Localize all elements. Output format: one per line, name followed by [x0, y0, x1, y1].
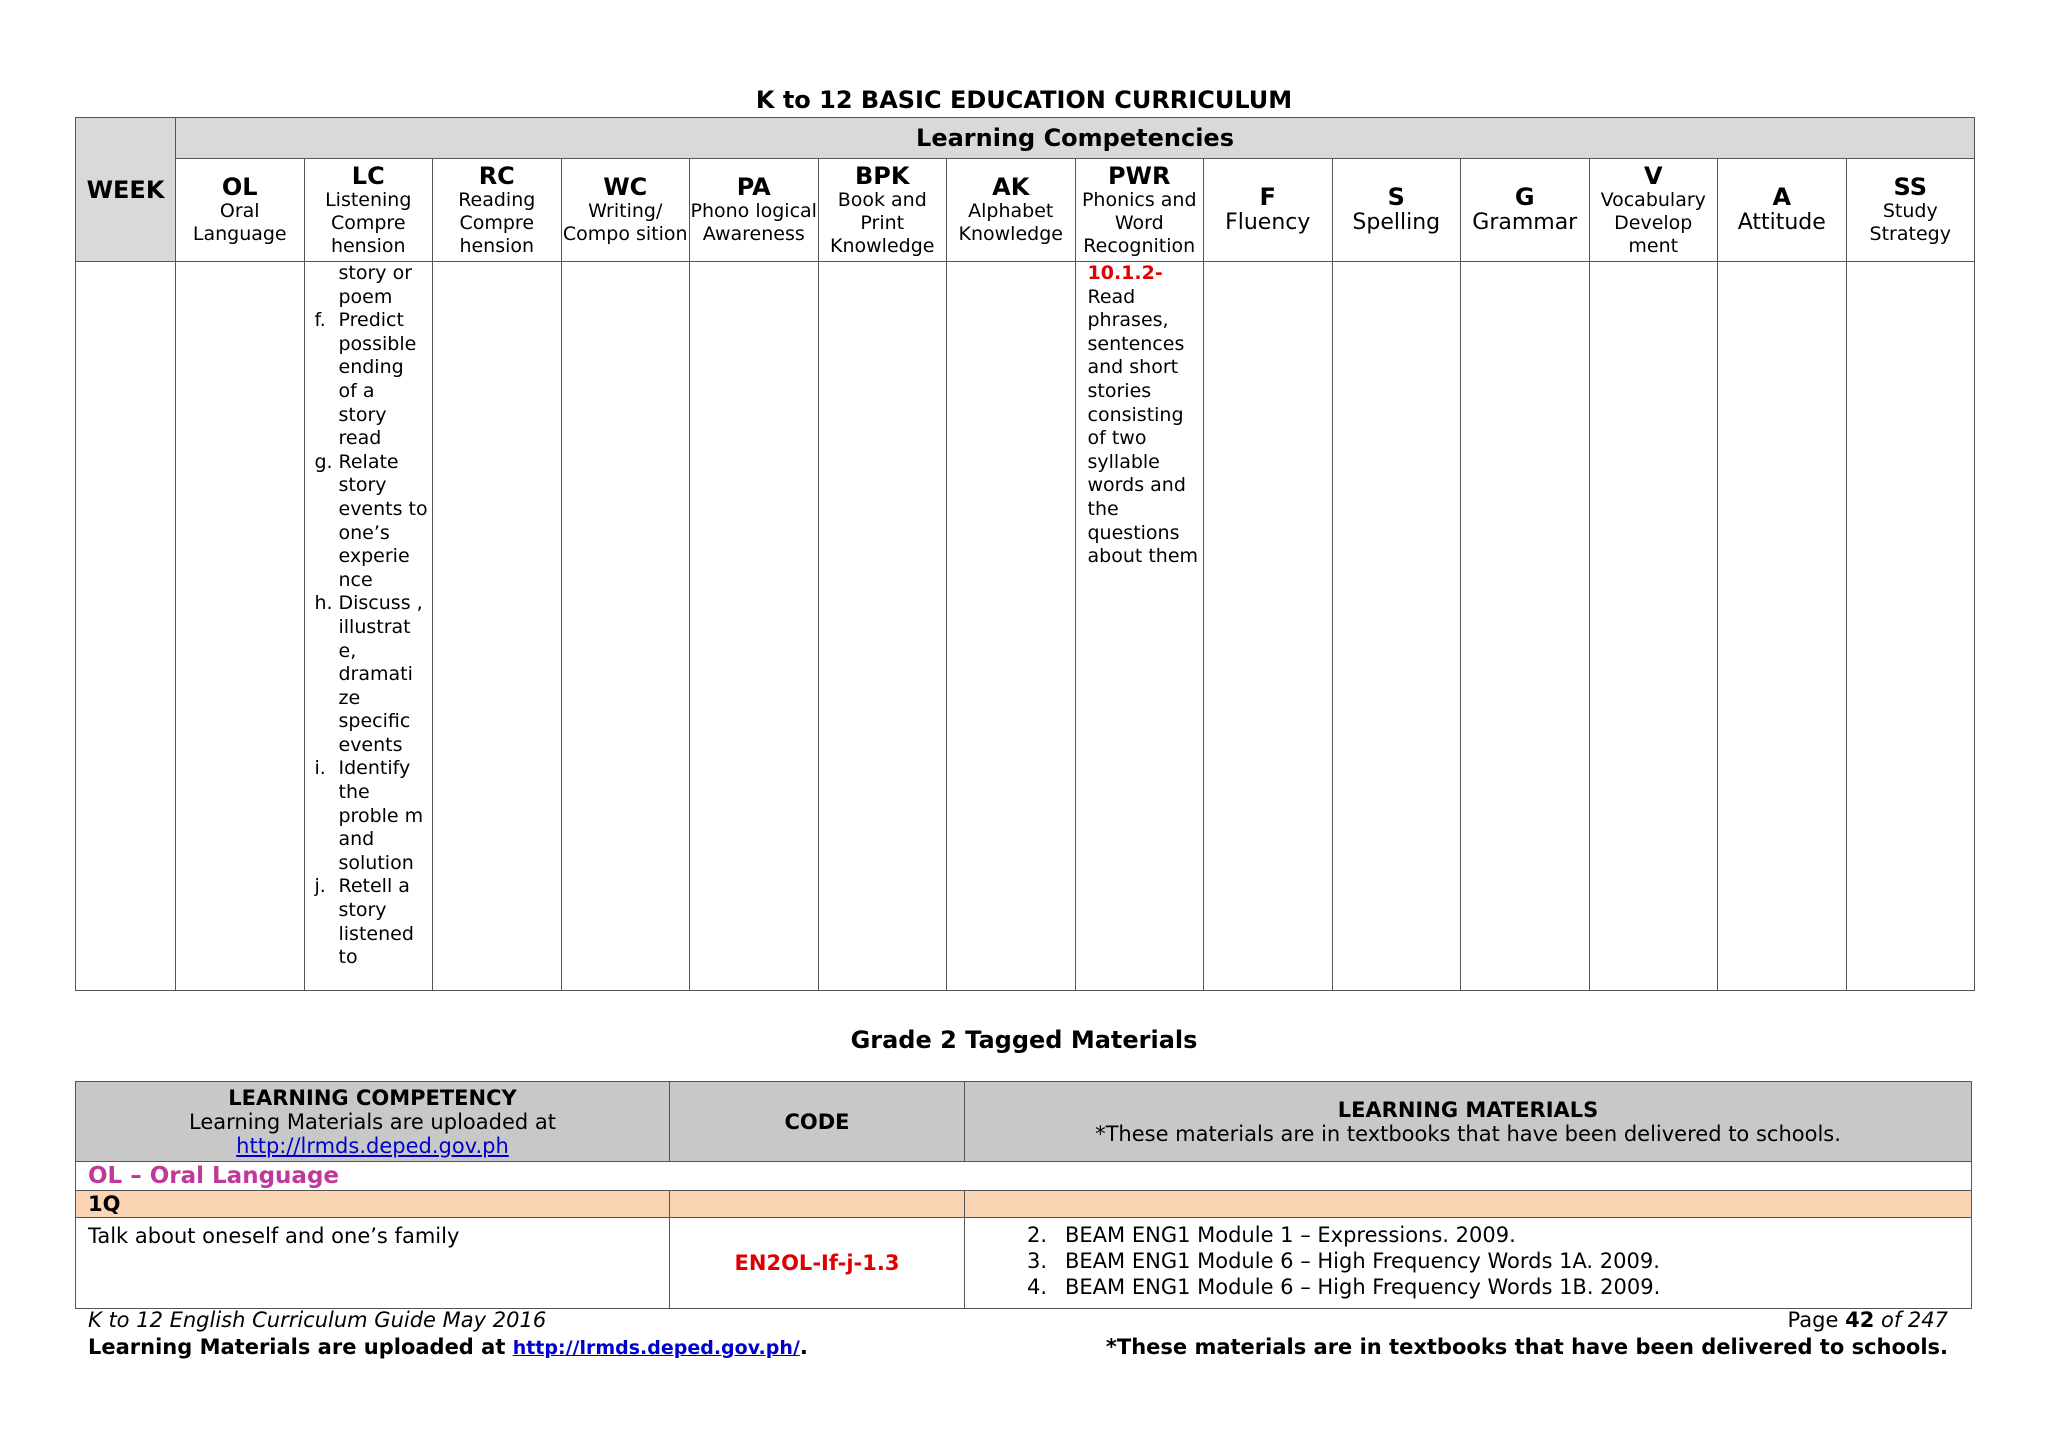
lc-item-marker: j.	[314, 875, 326, 898]
column-header-ss	[1846, 159, 1975, 262]
column-name: Phono logical Awareness	[690, 200, 817, 245]
lc-item-marker: f.	[314, 309, 326, 332]
material-text: BEAM ENG1 Module 6 – High Frequency Words 1A. 2009.	[1065, 1249, 1660, 1273]
ak-cell	[947, 262, 1076, 991]
column-header-bpk	[818, 159, 947, 262]
lc-item-text: Relate story events to one’s experie nce	[338, 450, 428, 591]
column-name: Phonics and Word Recognition	[1081, 188, 1197, 257]
column-header-wc	[561, 159, 690, 262]
column-header-ak	[947, 159, 1076, 262]
page-number: Page 42 of 247	[1787, 1308, 1948, 1332]
lrmds-link[interactable]: http://lrmds.deped.gov.ph	[236, 1133, 509, 1158]
column-name: Writing/ Compo sition	[562, 200, 688, 245]
material-text: BEAM ENG1 Module 1 – Expressions. 2009.	[1065, 1223, 1516, 1247]
column-header-v	[1589, 159, 1718, 262]
column-name: Study Strategy	[1869, 200, 1951, 245]
column-name: Grammar	[1472, 210, 1578, 235]
materials-delivered-note: *These materials are in textbooks that have been delivered to schools.	[1095, 1121, 1841, 1146]
lc-continuation: story or poem	[338, 262, 413, 308]
lc-item-marker: h.	[314, 592, 333, 615]
material-text: BEAM ENG1 Module 6 – High Frequency Words 1B. 2009.	[1065, 1275, 1661, 1299]
column-header-pwr	[1075, 159, 1204, 262]
ss-cell	[1846, 262, 1975, 991]
competency-header-row	[76, 159, 1975, 262]
material-number: 4.	[1026, 1275, 1047, 1299]
column-header-lc	[304, 159, 433, 262]
column-name: Attitude	[1737, 210, 1826, 235]
column-name: Book and Print Knowledge	[830, 188, 935, 257]
week-header: WEEK	[76, 118, 176, 262]
lc-item-marker: i.	[314, 757, 326, 780]
competency-column-header: LEARNING COMPETENCY Learning Materials are uploaded at http://lrmds.deped.gov.ph	[76, 1082, 670, 1162]
column-code: PWR	[1107, 161, 1171, 190]
pwr-cell	[1075, 262, 1204, 991]
lc-cell	[304, 262, 433, 991]
pwr-text: Read phrases, sentences and short stories consisting of two syllable words and the questions about them	[1087, 285, 1199, 568]
column-name: Fluency	[1225, 210, 1311, 235]
column-name: Reading Compre hension	[458, 188, 536, 257]
section-row	[76, 1162, 1972, 1191]
material-list	[965, 1218, 1971, 1300]
week-cell	[76, 262, 176, 991]
column-name: Oral Language	[192, 200, 287, 245]
lc-item-text: Predict possible ending of a story read	[338, 309, 417, 450]
lc-item-text: Retell a story listened to	[338, 875, 414, 969]
column-code: F	[1259, 183, 1276, 211]
lc-item	[305, 757, 433, 875]
column-code: RC	[478, 161, 515, 190]
column-code: OL	[221, 173, 258, 201]
lc-item	[305, 451, 433, 593]
column-header-a	[1718, 159, 1847, 262]
learning-competencies-header: Learning Competencies	[176, 118, 1975, 159]
footer-uploaded: Learning Materials are uploaded at	[88, 1335, 506, 1359]
curriculum-table	[75, 117, 1975, 991]
column-name: Vocabulary Develop ment	[1600, 188, 1706, 257]
column-code: LC	[351, 161, 385, 190]
f-cell	[1204, 262, 1333, 991]
guide-label: K to 12 English Curriculum Guide May 2016	[88, 1308, 547, 1332]
lc-item	[305, 592, 433, 757]
material-item	[965, 1222, 1971, 1248]
tagged-materials-table	[75, 1081, 1972, 1309]
material-item	[965, 1248, 1971, 1274]
page-title: K to 12 BASIC EDUCATION CURRICULUM	[755, 86, 1293, 114]
ol-cell	[176, 262, 305, 991]
bpk-cell	[818, 262, 947, 991]
material-competency: Talk about oneself and one’s family	[76, 1218, 670, 1309]
column-code: AK	[992, 173, 1030, 201]
lc-item-text: Identify the proble m and solution	[338, 757, 424, 874]
pa-cell	[690, 262, 819, 991]
column-header-s	[1332, 159, 1461, 262]
material-code: EN2OL-If-j-1.3	[670, 1218, 965, 1309]
column-name: Listening Compre hension	[325, 188, 412, 257]
column-header-pa	[690, 159, 819, 262]
column-header-ol	[176, 159, 305, 262]
column-header-f	[1204, 159, 1333, 262]
rc-cell	[433, 262, 562, 991]
code-column-header: CODE	[670, 1082, 965, 1162]
footer-delivered-note: *These materials are in textbooks that have been delivered to schools.	[1105, 1335, 1948, 1359]
column-code: WC	[603, 173, 648, 201]
material-number: 3.	[1026, 1249, 1047, 1273]
tagged-materials-title: Grade 2 Tagged Materials	[850, 1026, 1198, 1054]
g-cell	[1461, 262, 1590, 991]
competency-upload-note: Learning Materials are uploaded at	[189, 1109, 556, 1134]
quarter-label: 1Q	[76, 1191, 670, 1218]
wc-cell	[561, 262, 690, 991]
quarter-row	[76, 1191, 1972, 1218]
column-code: PA	[736, 173, 771, 201]
v-cell	[1589, 262, 1718, 991]
lc-item-text: Discuss , illustrat e, dramati ze specific events	[338, 592, 423, 756]
column-header-g	[1461, 159, 1590, 262]
column-code: G	[1514, 183, 1535, 211]
material-list-cell	[965, 1218, 1972, 1309]
column-code: SS	[1893, 173, 1927, 201]
column-code: A	[1772, 183, 1792, 211]
lc-item	[305, 309, 433, 451]
footer-link[interactable]: http://lrmds.deped.gov.ph/	[512, 1337, 800, 1359]
section-label: OL – Oral Language	[76, 1162, 1972, 1191]
lc-list	[305, 309, 433, 970]
a-cell	[1718, 262, 1847, 991]
footer-line-1	[88, 1308, 1948, 1332]
material-row	[76, 1218, 1972, 1309]
lc-item	[305, 875, 433, 969]
materials-column-header: LEARNING MATERIALS *These materials are in textbooks that have been delivered to schools.	[965, 1082, 1972, 1162]
column-name: Spelling	[1352, 210, 1441, 235]
lc-item-marker: g.	[314, 450, 333, 473]
pwr-code: 10.1.2-	[1087, 262, 1163, 284]
column-code: S	[1387, 183, 1405, 211]
material-number: 2.	[1026, 1223, 1047, 1247]
footer-line-2: Learning Materials are uploaded at http://lrmds.deped.gov.ph/. *These materials are in textbooks that have been delivered to schools.	[88, 1335, 1948, 1359]
curriculum-body-row	[76, 262, 1975, 991]
column-code: V	[1643, 161, 1663, 190]
column-name: Alphabet Knowledge	[958, 200, 1063, 245]
column-header-rc	[433, 159, 562, 262]
column-code: BPK	[855, 161, 910, 190]
material-item	[965, 1274, 1971, 1300]
s-cell	[1332, 262, 1461, 991]
